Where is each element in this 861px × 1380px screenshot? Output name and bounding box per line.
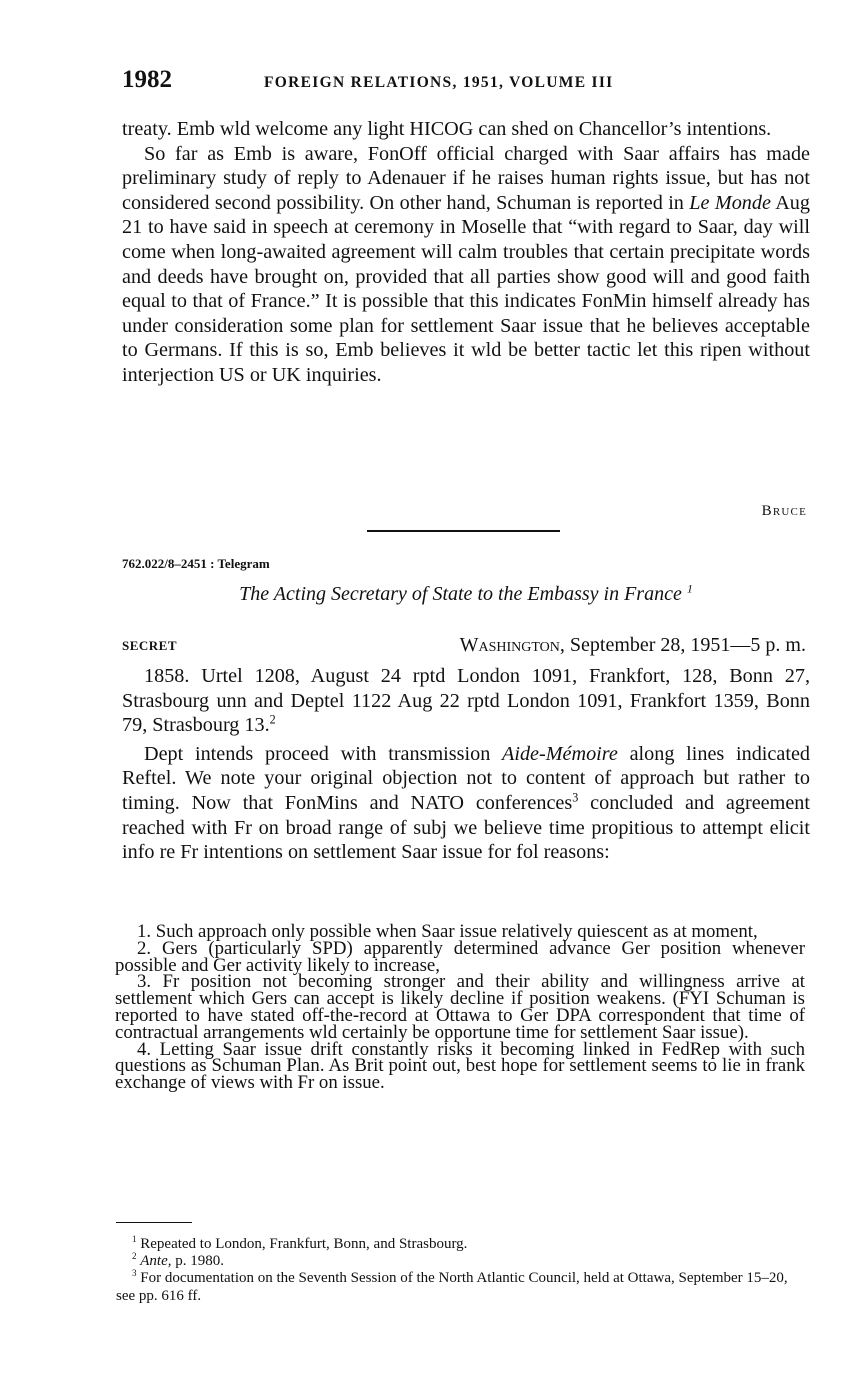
classification: SECRET (122, 638, 178, 653)
footnote-divider (116, 1222, 192, 1223)
running-title: FOREIGN RELATIONS, 1951, VOLUME III (264, 74, 614, 91)
section-divider (367, 530, 560, 532)
paragraph: So far as Emb is aware, FonOff official charged with Saar affairs has made preliminary study of reply to Adenauer if he raises human rights issue, but has not considered second possibility. On other hand, Schuman is reported in Le Monde Aug 21 to have said in speech at ceremony in Moselle that “with regard to Saar, day will come when long-awaited agreement will calm troubles that certain precipitate words and deeds have brought on, provided that all parties show good will and good faith equal to that of France.” It is possible that this indicates FonMin himself already has under consideration some plan for settlement Saar issue that he believes acceptable to Germans. If this is so, Emb believes it wld be better tactic let this ripen without interjection US or UK inquiries. (122, 142, 810, 386)
footnote-marker: 3 (572, 790, 579, 805)
italic-term: Aide-Mémoire (502, 742, 618, 765)
page-number: 1982 (122, 66, 172, 93)
footnote: $^2$ Ante, p. 1980. (132, 1251, 224, 1270)
newspaper-title: Le Monde (689, 191, 771, 214)
continued-telegram-text (122, 117, 810, 388)
footnote-marker: 1 (686, 581, 693, 596)
file-reference: 762.022/8–2451 : Telegram (122, 556, 270, 571)
dateline (122, 634, 806, 660)
footnote: $^1$ Repeated to London, Frankfurt, Bonn, and Strasbourg. (132, 1234, 468, 1252)
footnote: $^3$ For documentation on the Seventh Session of the North Atlantic Council, held at Ottawa, September 15–20, see pp. 616 ff. (116, 1268, 788, 1304)
footnote-marker: 2 (269, 712, 276, 727)
page-header (122, 66, 812, 98)
place: Washington (459, 634, 560, 656)
list-item: 1. Such approach only possible when Saar issue relatively quiescent as at moment, (137, 921, 758, 942)
paragraph: Dept intends proceed with transmission Aide-Mémoire along lines indicated Reftel. We note your original objection not to content of approach but rather to timing. Now that FonMins and NATO conferences$^3$ concluded and agreement reached with Fr on broad range of subj we believe time propitious to attempt elicit info re Fr intentions on settlement Saar issue for fol reasons: (122, 742, 810, 864)
telegram-body (122, 664, 810, 865)
paragraph: 1858. Urtel 1208, August 24 rptd London 1091, Frankfort, 128, Bonn 27, Strasbourg unn and Deptel 1122 Aug 22 rptd London 1091, Frankfort 1359, Bonn 79, Strasbourg 13.$^2$ (122, 665, 810, 737)
paragraph: treaty. Emb wld welcome any light HICOG can shed on Chancellor’s intentions. (122, 118, 772, 140)
document-title: The Acting Secretary of State to the Embassy in France $^1$ (239, 581, 693, 605)
list-item: 3. Fr position not becoming stronger and their ability and willingness arrive at settlement which Gers can accept is likely decline if position weakens. (FYI Schuman is reported to have stated off-the-record at Ottawa to Ger DPA correspondent that time of contractual arrangements wld certainly be opportune time for settlement Saar issue). (115, 971, 805, 1043)
signature: Bruce (761, 503, 807, 519)
list-item: 4. Letting Saar issue drift constantly risks it becoming linked in FedRep with such questions as Schuman Plan. As Brit point out, best hope for settlement seems to lie in frank exchange of views with Fr on issue. (115, 1038, 805, 1094)
date: , September 28, 1951—5 p. m. (559, 634, 806, 656)
numbered-reasons (115, 921, 805, 1094)
footnotes (116, 1236, 806, 1305)
list-item: 2. Gers (particularly SPD) apparently determined advance Ger position whenever possible and Ger activity likely to increase, (115, 937, 805, 976)
place-and-date (460, 634, 806, 657)
